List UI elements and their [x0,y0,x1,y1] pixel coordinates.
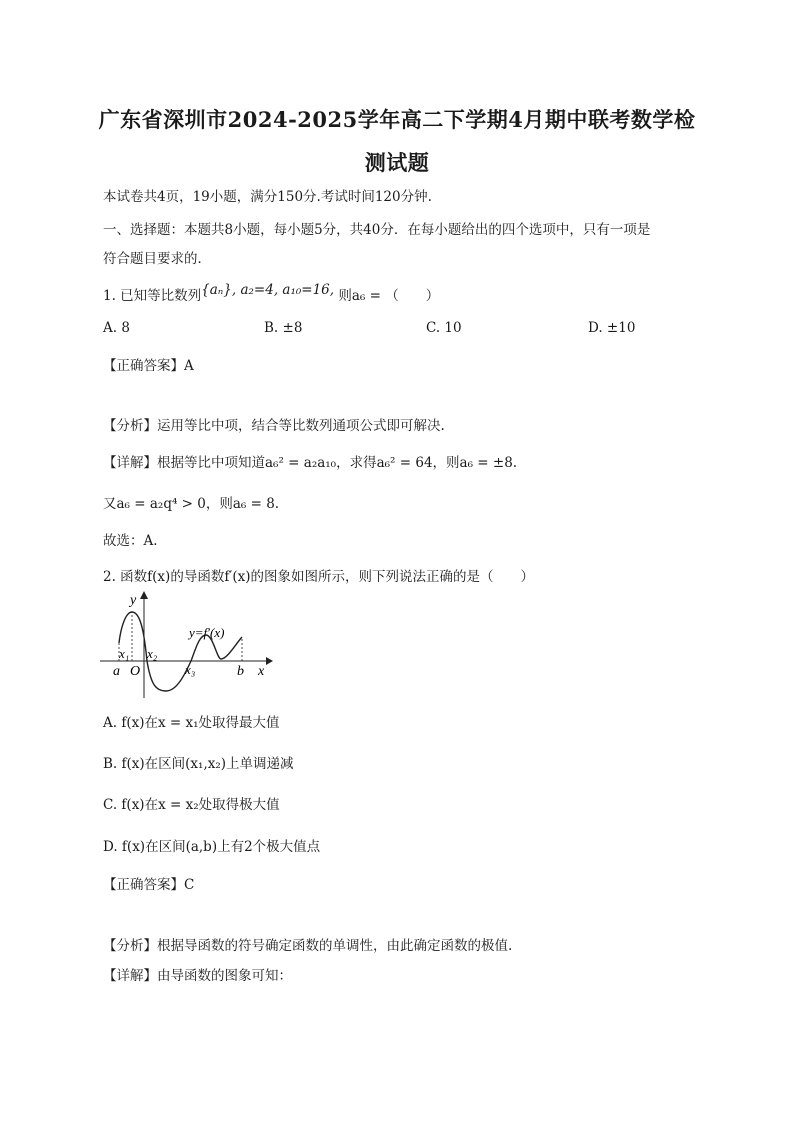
q1-option-d: D. ±10 [588,320,636,336]
q1-detail [103,451,517,471]
y-axis-label: y [130,593,137,608]
q1-detail-tag: 【详解】 [103,455,157,471]
point-x1-label: x₁ [119,646,130,661]
q1-stem [103,284,439,304]
document-title-line2: 测试题 [364,150,430,175]
derivative-curve [119,612,242,691]
q1-analysis-tag: 【分析】 [103,418,157,434]
q2-analysis-text: 根据导函数的符号确定函数的单调性，由此确定函数的极值. [157,938,513,954]
q2-option-c: C. f(x)在x = x₂处取得极大值 [103,797,280,813]
q2-analysis-tag: 【分析】 [103,938,157,954]
section1-instructions-line2: 符合题目要求的． [103,251,211,267]
section1-instructions-line1: 一、选择题：本题共8小题，每小题5分，共40分．在每小题给出的四个选项中，只有一项是 [103,222,651,238]
point-x3-label: x₃ [185,662,196,677]
q2-option-a: A. f(x)在x = x₁处取得最大值 [103,715,280,731]
point-b-label: b [237,664,244,679]
q1-option-b: B. ±8 [264,320,303,336]
exam-info: 本试卷共4页，19小题，满分150分.考试时间120分钟. [103,189,432,205]
origin-label: O [130,664,141,679]
q2-detail-text: 由导函数的图象可知： [157,968,292,984]
x-axis-arrow [266,657,273,665]
x-axis-label: x [258,664,265,679]
q2-derivative-graph [100,590,275,700]
q1-given: , a₂=4, a₁₀=16, [231,282,335,298]
q2-detail [103,964,292,984]
q2-analysis [103,934,512,954]
q1-analysis-text: 运用等比中项，结合等比数列通项公式即可解决. [157,418,445,434]
y-axis-arrow [140,591,148,599]
q1-stem-prefix: 1. 已知等比数列 [103,288,202,304]
q1-detail-line2: 又a₆ = a₂q⁴ > 0，则a₆ = 8. [103,496,280,512]
q1-detail-line1: 根据等比中项知道a₆² = a₂a₁₀，求得a₆² = 64，则a₆ = ±8. [157,455,518,471]
point-x2-label: x₂ [147,646,158,661]
q2-detail-tag: 【详解】 [103,968,157,984]
q2-option-b: B. f(x)在区间(x₁,x₂)上单调递减 [103,756,294,772]
q1-sequence: {aₙ} [201,282,232,298]
point-a-label: a [113,664,120,679]
q1-choose: 故选：A. [103,533,158,549]
q1-analysis [103,414,445,434]
q1-option-a: A. 8 [103,320,130,336]
document-title-line1: 广东省深圳市2024-2025学年高二下学期4月期中联考数学检 [98,107,696,132]
q1-option-c: C. 10 [426,320,462,336]
q2-option-d: D. f(x)在区间(a,b)上有2个极大值点 [103,839,321,855]
q2-stem: 2. 函数f(x)的导函数f′(x)的图象如图所示，则下列说法正确的是（ ） [103,569,535,585]
curve-label: y=f′(x) [189,625,225,640]
q2-answer: 【正确答案】C [103,877,195,893]
q1-ask: 则a₆ = （ ） [334,288,440,304]
q1-answer: 【正确答案】A [103,358,194,374]
